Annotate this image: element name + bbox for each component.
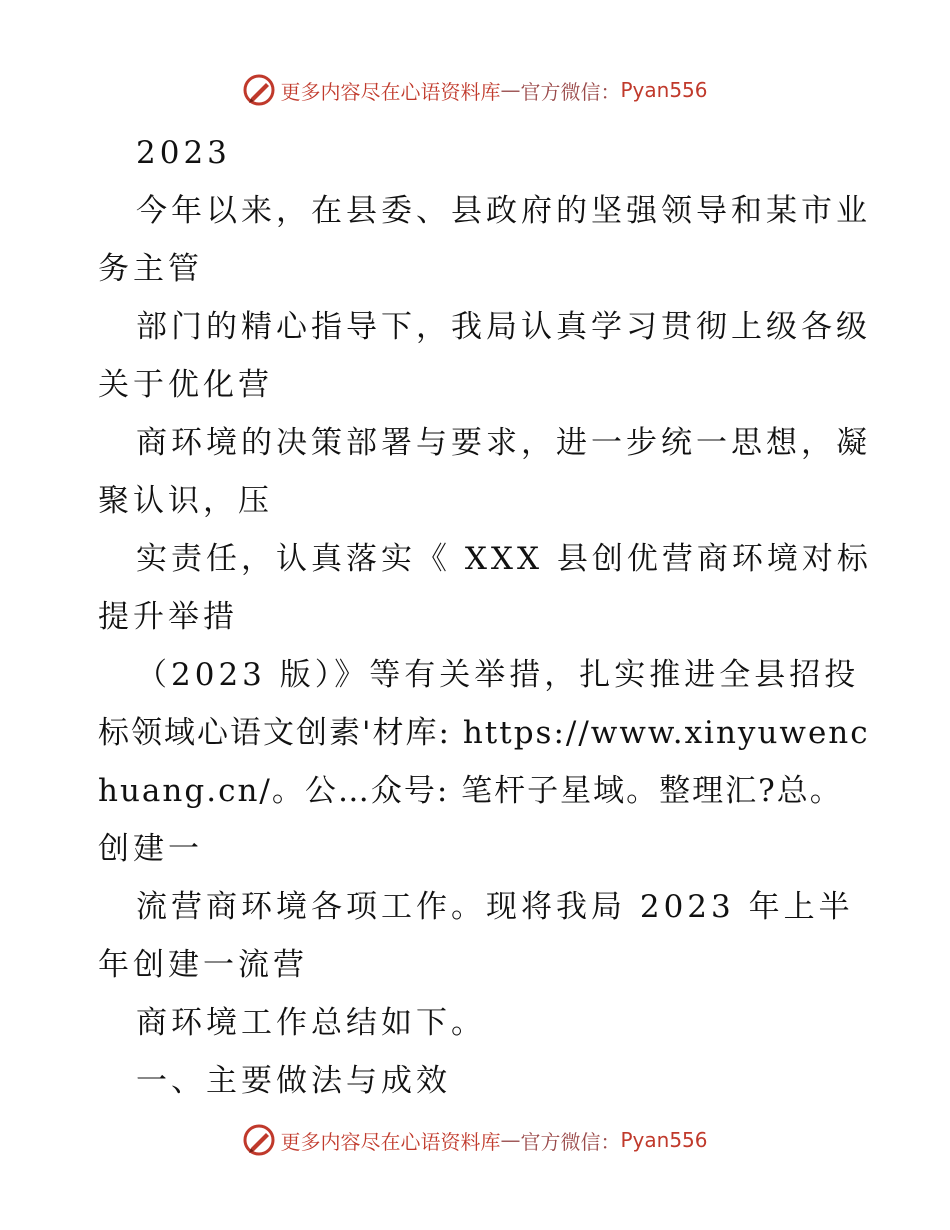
banner-text: 更多内容尽在心语资料库 (280, 1129, 501, 1154)
text-line: 年创建一流营 (98, 947, 308, 983)
text-line-url: 标领域心语文创素'材库: https://www.xinyuwenc (98, 715, 870, 751)
document-body (0, 124, 950, 1110)
text-line: 务主管 (98, 251, 203, 287)
text-line: 2023 (136, 135, 231, 171)
text-line: （2023 版）》等有关举措，扎实推进全县招投 (136, 657, 860, 693)
text-line: 实责任，认真落实《 XXX 县创优营商环境对标 (136, 541, 872, 577)
text-line: 商环境的决策部署与要求，进一步统一思想，凝 (136, 425, 871, 461)
text-line: 创建一 (98, 831, 203, 867)
pen-logo-icon (242, 1123, 276, 1157)
text-line: 提升举措 (98, 599, 238, 635)
text-line: 今年以来，在县委、县政府的坚强领导和某市业 (136, 193, 871, 229)
banner-separator: — (500, 78, 521, 102)
header-banner (0, 70, 950, 110)
text-line: 聚认识，压 (98, 483, 273, 519)
banner-wechat-id: Pyan556 (620, 78, 708, 102)
text-line: 部门的精心指导下，我局认真学习贯彻上级各级 (136, 309, 871, 345)
footer-banner (0, 1120, 950, 1160)
banner-separator: — (500, 1128, 521, 1152)
pen-logo-icon (242, 73, 276, 107)
text-line: huang.cn/。公…众号: 笔杆子星域。整理汇?总。 (98, 773, 843, 809)
text-line: 商环境工作总结如下。 (136, 1005, 486, 1041)
banner-wechat-label: 官方微信： (520, 79, 621, 104)
text-line: 关于优化营 (98, 367, 273, 403)
banner-wechat-label: 官方微信： (520, 1129, 621, 1154)
text-line: 流营商环境各项工作。现将我局 2023 年上半 (136, 889, 854, 925)
banner-wechat-id: Pyan556 (620, 1128, 708, 1152)
banner-text: 更多内容尽在心语资料库 (280, 79, 501, 104)
section-heading: 一、主要做法与成效 (136, 1063, 451, 1099)
